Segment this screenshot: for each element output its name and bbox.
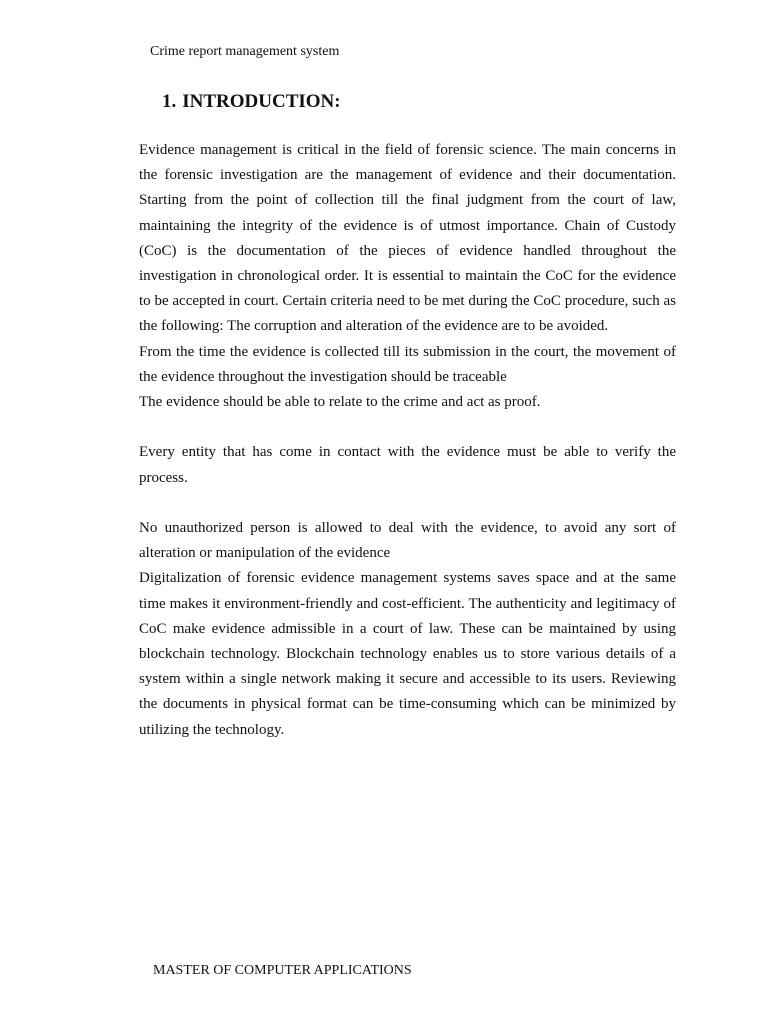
section-heading [162, 90, 341, 114]
body-text [139, 138, 676, 743]
paragraph-no-unauthorized: No unauthorized person is allowed to deal with the evidence, to avoid any sort of alteration or manipulation of the evidence [139, 520, 676, 562]
paragraph-digitalization: Digitalization of forensic evidence management systems saves space and at the same time makes it environment-friendly and cost-efficient. The authenticity and legitimacy of CoC make evidence admissible in a court of law. These can be maintained by using blockchain technology. Blockchain technology enables us to store various details of a system within a single network making it secure and accessible to its users. Reviewing the documents in physical format can be time-consuming which can be minimized by utilizing the technology. [139, 570, 676, 738]
paragraph-traceability: From the time the evidence is collected till its submission in the court, the movement of the evidence throughout the investigation should be traceable [139, 343, 676, 385]
page-footer: MASTER OF COMPUTER APPLICATIONS [153, 963, 412, 978]
section-title: INTRODUCTION: [182, 91, 341, 112]
section-number: 1. [162, 91, 177, 112]
paragraph-verify-process: Every entity that has come in contact with the evidence must be able to verify the process. [139, 444, 676, 486]
running-header: Crime report management system [150, 44, 340, 59]
paragraph-evidence-management: Evidence management is critical in the field of forensic science. The main concerns in the forensic investigation are the management of evidence and their documentation. Starting from the point of collection till the final judgment from the court of law, maintaining the integrity of the evidence is of utmost importance. Chain of Custody (CoC) is the documentation of the pieces of evidence handled throughout the investigation in chronological order. It is essential to maintain the CoC for the evidence to be accepted in court. Certain criteria need to be met during the CoC procedure, such as the following: The corruption and alteration of the evidence are to be avoided. [139, 142, 676, 335]
paragraph-relate-to-crime: The evidence should be able to relate to the crime and act as proof. [139, 394, 541, 411]
